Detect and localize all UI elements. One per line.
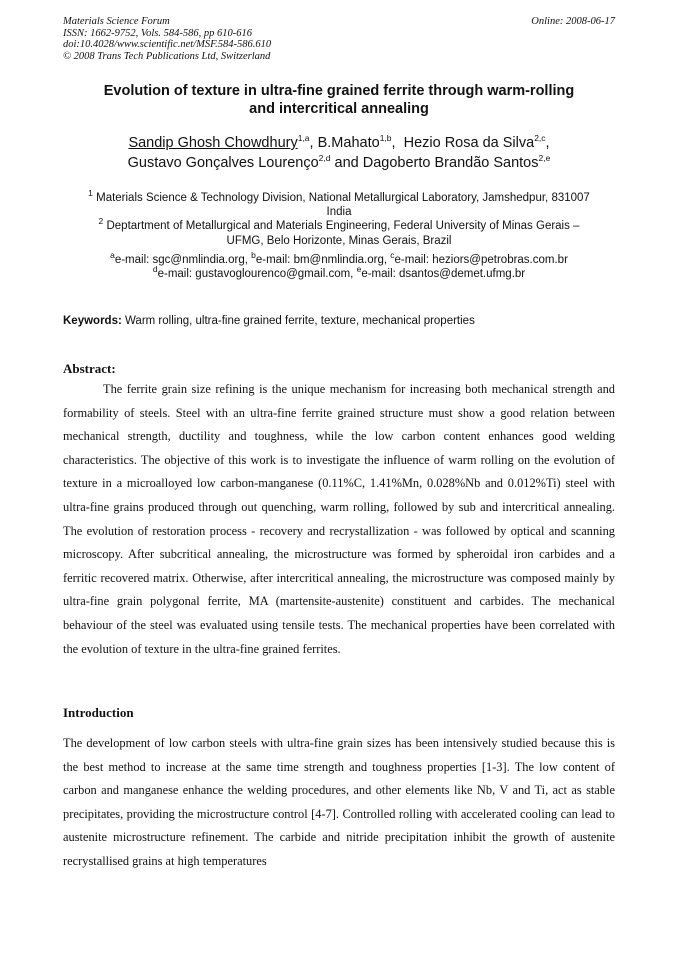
affiliation-1-line-2: India <box>326 206 352 219</box>
email-a-sup: a <box>110 249 115 260</box>
affiliation-2-text: Deptartment of Metallurgical and Materials Engineering, Federal University of Minas Gerais – <box>106 220 580 233</box>
email-b[interactable]: e-mail: bm@nmlindia.org, <box>255 253 388 266</box>
abstract-heading: Abstract: <box>63 361 116 376</box>
author-4-name: Gustavo Gonçalves Lourenço <box>127 155 319 171</box>
email-e[interactable]: e-mail: dsantos@demet.ufmg.br <box>361 268 526 281</box>
keywords <box>63 314 615 328</box>
email-b-sup: b <box>251 249 256 260</box>
affiliation-1-line-1 <box>63 188 615 205</box>
email-line-1 <box>63 249 615 267</box>
author-2-name: B.Mahato <box>317 135 380 151</box>
email-d[interactable]: e-mail: gustavoglourenco@gmail.com, <box>157 268 354 281</box>
introduction-text: The development of low carbon steels with ultra-fine grain sizes has been intensively studied because this is the best method to increase at the same time strength and toughness properties [1-3]. The low content of carbon and manganese enhance the welding procedures, and other elements like Nb, V and Ti, act as stable precipitates, providing the microstructure control [4-7]. Controlled rolling with accelerated cooling can lead to austenite microstructure refinement. The carbide and nitride precipitation inhibit the growth of austenite recrystallised grains at high temperatures <box>63 736 615 868</box>
paper-title-line-1: Evolution of texture in ultra-fine grained ferrite through warm-rolling <box>103 83 575 99</box>
introduction-heading: Introduction <box>63 705 134 720</box>
author-3-sup: 2,c <box>534 133 546 144</box>
author-line-1: Sandip Ghosh Chowdhury$^{1,a}$, B.Mahato$^{1,b}$, Hezio Rosa da Silva$^{2,c}$, <box>128 133 550 151</box>
abstract-text: The ferrite grain size refining is the unique mechanism for increasing both mechanical strength and formability of steels. Steel with an ultra-fine ferrite grained structure must show a good relation between mechanical strength, ductility and toughness, while the low carbon content enhances good welding characteristics. The objective of this work is to investigate the influence of warm rolling on the evolution of texture in a microalloyed low carbon-manganese (0.11%C, 1.41%Mn, 0.028%Nb and 0.012%Ti) steel with ultra-fine grains produced through out quenching, warm rolling, followed by sub and intercritical annealing. The evolution of restoration process - recovery and recrystallization - was followed by optical and scanning microscopy. After subcritical annealing, the microstructure was formed by spheroidal iron carbides and a ferritic recovered matrix. Otherwise, after intercritical annealing, the microstructure was composed mainly by ultra-fine grain polygonal ferrite, MA (martensite-austenite) constituent and carbides. The mechanical behaviour of the steel was evaluated using tensile tests. The mechanical properties have been correlated with the evolution of texture in the ultra-fine grained ferrites. <box>63 382 615 656</box>
author-list <box>63 133 615 173</box>
author-3-name: Hezio Rosa da Silva <box>403 135 535 151</box>
journal-name: Materials Science Forum <box>63 16 170 27</box>
journal-copyright: © 2008 Trans Tech Publications Ltd, Switzerland <box>63 50 271 62</box>
affiliation-1-num: 1 <box>88 188 93 199</box>
paper-title-line-2: and intercritical annealing <box>249 101 429 117</box>
affiliation-2-line-1 <box>63 216 615 233</box>
email-d-sup: d <box>152 264 158 275</box>
author-2-sup: 1,b <box>379 133 392 144</box>
email-line-2 <box>63 264 615 281</box>
abstract-body <box>63 378 615 661</box>
author-1-name: Sandip Ghosh Chowdhury <box>128 135 298 151</box>
affiliation-2-line-2: UFMG, Belo Horizonte, Minas Gerais, Brazil <box>226 234 452 247</box>
author-and: and <box>334 155 359 171</box>
affiliation-1-text: Materials Science & Technology Division, National Metallurgical Laboratory, Jamshedpur, 831007 <box>96 192 590 204</box>
author-5-sup: 2,e <box>538 153 551 164</box>
author-5-name: Dagoberto Brandão Santos <box>362 155 539 171</box>
keywords-text: Warm rolling, ultra-fine grained ferrite, texture, mechanical properties <box>125 315 475 327</box>
author-1-sup: 1,a <box>297 133 310 144</box>
online-date: Online: 2008-06-17 <box>531 16 615 27</box>
email-c-sup: c <box>390 249 395 260</box>
affiliations <box>63 188 615 281</box>
journal-issn: ISSN: 1662-9752, Vols. 584-586, pp 610-616 <box>63 27 252 39</box>
paper-title <box>63 82 615 118</box>
email-e-sup: e <box>356 264 362 275</box>
keywords-label: Keywords: <box>63 315 122 327</box>
author-4-sup: 2,d <box>318 153 331 164</box>
email-a[interactable]: e-mail: sgc@nmlindia.org, <box>114 253 248 266</box>
author-line-2 <box>63 153 615 173</box>
journal-header <box>63 16 271 62</box>
journal-doi[interactable]: doi:10.4028/www.scientific.net/MSF.584-586.610 <box>63 39 272 50</box>
email-c[interactable]: e-mail: heziors@petrobras.com.br <box>394 253 568 266</box>
affiliation-2-num: 2 <box>98 216 104 227</box>
introduction-body <box>63 732 615 874</box>
